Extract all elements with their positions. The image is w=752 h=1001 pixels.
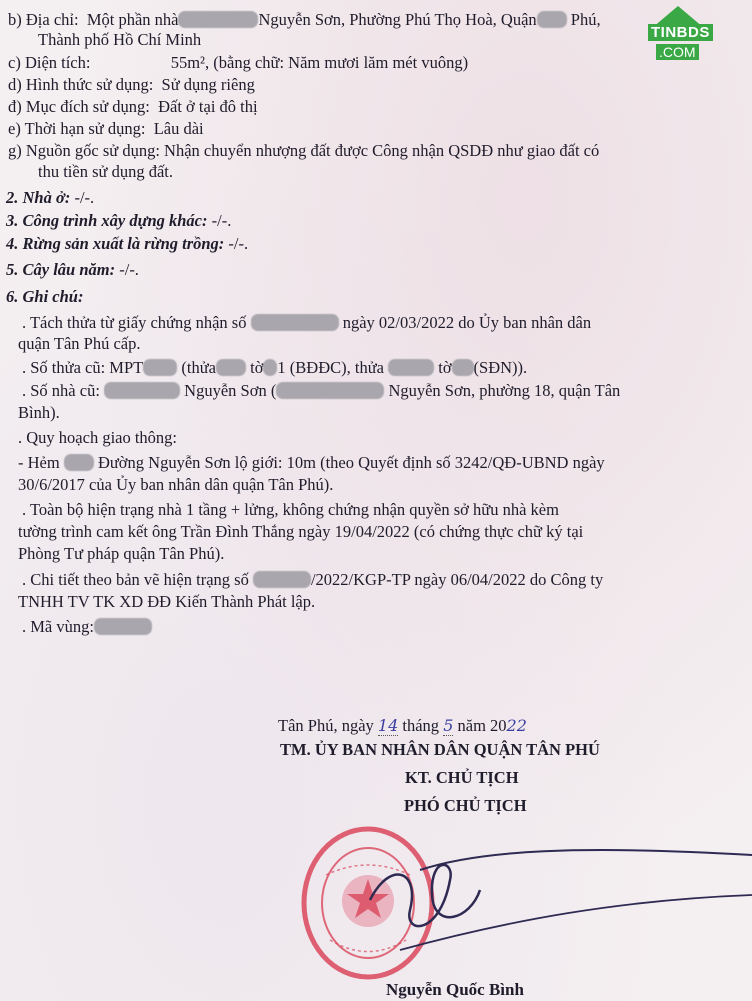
origin-line-2: thu tiền sử dụng đất.: [38, 162, 173, 181]
redacted-block: [104, 382, 180, 399]
signing-role: PHÓ CHỦ TỊCH: [404, 796, 527, 815]
note-alley-2: 30/6/2017 của Ủy ban nhân dân quận Tân Phú).: [18, 475, 334, 494]
note-alley: - Hẻm Đường Nguyễn Sơn lộ giới: 10m (theo Quyết định số 3242/QĐ-UBND ngày: [18, 453, 605, 472]
note-house-status-2: tường trình cam kết ông Trần Đình Thắng ngày 19/04/2022 (có chứng thực chữ ký tại: [18, 522, 584, 541]
section-2: 2. Nhà ở: -/-.: [6, 188, 95, 207]
redacted-block: [178, 11, 258, 28]
note-planning: . Quy hoạch giao thông:: [18, 428, 178, 447]
signing-title-kt: KT. CHỦ TỊCH: [405, 768, 519, 787]
section-3: 3. Công trình xây dựng khác: -/-.: [6, 211, 232, 230]
logo-domain: .COM: [656, 44, 699, 60]
redacted-block: [276, 382, 384, 399]
section-5: 5. Cây lâu năm: -/-.: [6, 260, 139, 279]
note-split: . Tách thửa từ giấy chứng nhận số ngày 02/03/2022 do Ủy ban nhân dân: [22, 313, 592, 332]
note-old-house-2: Bình).: [18, 403, 60, 422]
logo-text: TINBDS: [648, 24, 713, 41]
redacted-block: [388, 359, 434, 376]
redacted-block: [143, 359, 177, 376]
section-4: 4. Rừng sản xuất là rừng trồng: -/-.: [6, 234, 249, 253]
note-house-status-3: Phòng Tư pháp quận Tân Phú).: [18, 544, 225, 563]
address-line: b) Địa chỉ: Một phần nhà Nguyễn Sơn, Phường Phú Thọ Hoà, Quận Phú,: [8, 10, 601, 29]
redacted-block: [251, 314, 339, 331]
tinbds-logo: [644, 4, 712, 66]
redacted-block: [452, 359, 474, 376]
note-house-status: . Toàn bộ hiện trạng nhà 1 tầng + lửng, không chứng nhận quyền sở hữu nhà kèm: [22, 500, 559, 519]
usage-purpose-line: đ) Mục đích sử dụng: Đất ở tại đô thị: [8, 97, 258, 116]
note-old-house: . Số nhà cũ: Nguyễn Sơn ( Nguyễn Sơn, phường 18, quận Tân: [22, 381, 621, 400]
note-old-parcel: . Số thửa cũ: MPT (thửa tờ 1 (BĐĐC), thửa tờ (SĐN)).: [22, 358, 528, 377]
note-split-2: quận Tân Phú cấp.: [18, 334, 141, 353]
note-zone-code: . Mã vùng:: [22, 617, 152, 637]
note-drawing-2: TNHH TV TK XD ĐĐ Kiến Thành Phát lập.: [18, 592, 316, 611]
sign-date: Tân Phú, ngày 14 tháng 5 năm 2022: [278, 716, 527, 735]
usage-form-line: d) Hình thức sử dụng: Sử dụng riêng: [8, 75, 255, 94]
note-drawing: . Chi tiết theo bản vẽ hiện trạng số /2022/KGP-TP ngày 06/04/2022 do Công ty: [22, 570, 604, 589]
redacted-block: [94, 618, 152, 635]
redacted-block: [537, 11, 567, 28]
origin-line: g) Nguồn gốc sử dụng: Nhận chuyển nhượng đất được Công nhận QSDĐ như giao đất có: [8, 141, 600, 160]
area-line: c) Diện tích: 55m², (bằng chữ: Năm mươi lăm mét vuông): [8, 53, 469, 72]
redacted-block: [253, 571, 311, 588]
redacted-block: [216, 359, 246, 376]
redacted-block: [64, 454, 94, 471]
redacted-block: [263, 359, 277, 376]
signer-name: Nguyễn Quốc Bình: [386, 980, 524, 999]
section-6: 6. Ghi chú:: [6, 287, 84, 306]
handwritten-signature: [360, 840, 752, 980]
address-line-2: Thành phố Hồ Chí Minh: [38, 30, 202, 49]
usage-term-line: e) Thời hạn sử dụng: Lâu dài: [8, 119, 204, 138]
signing-organization: TM. ỦY BAN NHÂN DÂN QUẬN TÂN PHÚ: [280, 740, 600, 759]
